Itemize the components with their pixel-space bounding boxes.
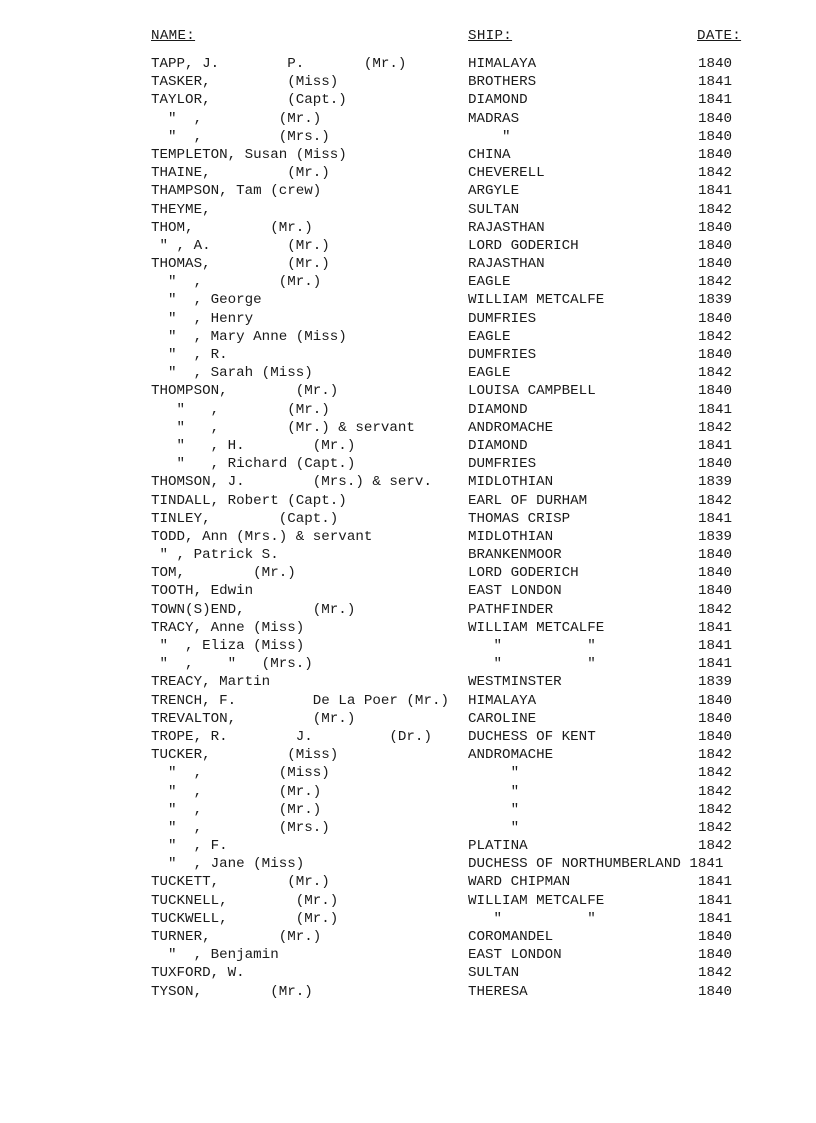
passenger-name: THOM, (Mr.)	[151, 219, 313, 236]
ship-name: WARD CHIPMAN	[468, 874, 571, 891]
arrival-date: 1840	[698, 383, 733, 400]
list-row	[0, 473, 816, 491]
arrival-date: 1842	[698, 747, 733, 764]
list-row	[0, 910, 816, 928]
list-row	[0, 746, 816, 764]
ship-name: EAGLE	[468, 328, 511, 345]
arrival-date: 1841	[698, 892, 733, 909]
arrival-date: 1840	[698, 56, 733, 72]
list-row	[0, 837, 816, 855]
passenger-name: " , Patrick S.	[151, 547, 279, 564]
passenger-name: " , George	[151, 292, 262, 309]
arrival-date: 1840	[698, 728, 733, 745]
arrival-date: 1842	[698, 838, 733, 855]
ship-name: BRANKENMOOR	[468, 547, 562, 564]
passenger-name: TOOTH, Edwin	[151, 583, 254, 600]
passenger-name: TREACY, Martin	[151, 674, 271, 691]
passenger-name: TASKER, (Miss)	[151, 74, 339, 91]
ship-name: "	[468, 801, 520, 818]
passenger-name: TYSON, (Mr.)	[151, 983, 313, 1000]
list-row	[0, 401, 816, 419]
list-row	[0, 892, 816, 910]
arrival-date: 1842	[698, 419, 733, 436]
ship-name: EARL OF DURHAM	[468, 492, 588, 509]
list-row	[0, 128, 816, 146]
ship-name: WILLIAM METCALFE	[468, 619, 605, 636]
list-row	[0, 219, 816, 237]
passenger-name: " , (Mr.)	[151, 401, 330, 418]
passenger-name: " , Henry	[151, 310, 254, 327]
list-row	[0, 455, 816, 473]
arrival-date: 1840	[698, 583, 733, 600]
ship-name: DUCHESS OF NORTHUMBERLAND 1841	[468, 856, 724, 873]
ship-name: MIDLOTHIAN	[468, 474, 554, 491]
arrival-date: 1840	[698, 456, 733, 473]
list-row	[0, 291, 816, 309]
arrival-date: 1840	[698, 310, 733, 327]
passenger-name: TOM, (Mr.)	[151, 565, 296, 582]
ship-name: PATHFINDER	[468, 601, 554, 618]
passenger-name: " , (Mr.)	[151, 110, 322, 127]
name-column-header: NAME:	[151, 28, 196, 44]
list-row	[0, 528, 816, 546]
list-row	[0, 419, 816, 437]
ship-name: CHINA	[468, 146, 511, 163]
passenger-name: " , (Mrs.)	[151, 819, 330, 836]
ship-name: WILLIAM METCALFE	[468, 292, 605, 309]
ship-name: RAJASTHAN	[468, 256, 545, 273]
list-row	[0, 328, 816, 346]
arrival-date: 1840	[698, 146, 733, 163]
arrival-date: 1842	[698, 765, 733, 782]
ship-name: " "	[468, 910, 596, 927]
passenger-name: " , (Mr.)	[151, 801, 322, 818]
arrival-date: 1840	[698, 692, 733, 709]
arrival-date: 1842	[698, 328, 733, 345]
arrival-date: 1840	[698, 983, 733, 1000]
ship-name: ANDROMACHE	[468, 747, 554, 764]
ship-name: WESTMINSTER	[468, 674, 562, 691]
ship-name: COROMANDEL	[468, 929, 554, 945]
arrival-date: 1842	[698, 801, 733, 818]
passenger-name: TUCKER, (Miss)	[151, 747, 339, 764]
passenger-name: TROPE, R. J. (Dr.)	[151, 728, 432, 745]
ship-name: CHEVERELL	[468, 165, 545, 182]
ship-name: RAJASTHAN	[468, 219, 545, 236]
list-row	[0, 582, 816, 600]
arrival-date: 1841	[698, 437, 733, 454]
arrival-date: 1840	[698, 565, 733, 582]
passenger-name: TUCKETT, (Mr.)	[151, 874, 330, 891]
list-row	[0, 964, 816, 982]
passenger-name: " , (Mrs.)	[151, 128, 330, 145]
list-row	[0, 310, 816, 328]
arrival-date: 1842	[698, 274, 733, 291]
passenger-name: TUXFORD, W.	[151, 965, 245, 982]
ship-name: CAROLINE	[468, 710, 537, 727]
ship-name: SULTAN	[468, 201, 520, 218]
list-row	[0, 637, 816, 655]
list-row	[0, 710, 816, 728]
arrival-date: 1841	[698, 401, 733, 418]
passenger-name: " , A. (Mr.)	[151, 237, 330, 254]
ship-name: " "	[468, 638, 596, 654]
list-row	[0, 873, 816, 891]
passenger-name: TUCKWELL, (Mr.)	[151, 910, 339, 927]
ship-name: EAGLE	[468, 365, 511, 382]
arrival-date: 1840	[698, 347, 733, 363]
passenger-list	[0, 55, 816, 1001]
passenger-name: " , Richard (Capt.)	[151, 456, 356, 473]
ship-name: THERESA	[468, 983, 528, 1000]
arrival-date: 1842	[698, 819, 733, 836]
arrival-date: 1841	[698, 510, 733, 527]
list-row	[0, 764, 816, 782]
passenger-name: TUCKNELL, (Mr.)	[151, 892, 339, 909]
ship-name: DUMFRIES	[468, 456, 537, 473]
arrival-date: 1842	[698, 165, 733, 182]
arrival-date: 1841	[698, 183, 733, 200]
arrival-date: 1841	[698, 656, 733, 673]
passenger-name: " , Benjamin	[151, 947, 279, 964]
passenger-name: " , Sarah (Miss)	[151, 365, 313, 382]
arrival-date: 1840	[698, 947, 733, 964]
list-row	[0, 437, 816, 455]
passenger-name: TINDALL, Robert (Capt.)	[151, 492, 347, 509]
arrival-date: 1841	[698, 874, 733, 891]
ship-name: EAGLE	[468, 274, 511, 291]
ship-name: MIDLOTHIAN	[468, 528, 554, 545]
ship-name: DUMFRIES	[468, 310, 537, 327]
arrival-date: 1840	[698, 128, 733, 145]
date-column-header: DATE:	[697, 28, 742, 44]
list-row	[0, 91, 816, 109]
ship-name: MADRAS	[468, 110, 520, 127]
list-row	[0, 946, 816, 964]
ship-name: EAST LONDON	[468, 947, 562, 964]
ship-name: "	[468, 765, 520, 782]
list-row	[0, 255, 816, 273]
ship-name: DUMFRIES	[468, 347, 537, 363]
arrival-date: 1840	[698, 219, 733, 236]
passenger-name: THOMSON, J. (Mrs.) & serv.	[151, 474, 432, 491]
ship-name: "	[468, 783, 520, 800]
passenger-name: TEMPLETON, Susan (Miss)	[151, 146, 347, 163]
ship-name: PLATINA	[468, 838, 528, 855]
arrival-date: 1839	[698, 292, 733, 309]
list-row	[0, 237, 816, 255]
passenger-name: " , (Mr.)	[151, 783, 322, 800]
list-row	[0, 673, 816, 691]
passenger-name: TINLEY, (Capt.)	[151, 510, 339, 527]
ship-name: DIAMOND	[468, 92, 528, 109]
passenger-name: TRACY, Anne (Miss)	[151, 619, 305, 636]
arrival-date: 1841	[698, 92, 733, 109]
ship-column-header: SHIP:	[468, 28, 513, 44]
passenger-name: THAINE, (Mr.)	[151, 165, 330, 182]
arrival-date: 1839	[698, 674, 733, 691]
passenger-name: " , Mary Anne (Miss)	[151, 328, 347, 345]
passenger-name: " , F.	[151, 838, 228, 855]
arrival-date: 1841	[698, 74, 733, 91]
arrival-date: 1840	[698, 237, 733, 254]
ship-name: BROTHERS	[468, 74, 537, 91]
list-row	[0, 201, 816, 219]
arrival-date: 1840	[698, 547, 733, 564]
list-row	[0, 273, 816, 291]
list-row	[0, 783, 816, 801]
passenger-name: " , Jane (Miss)	[151, 856, 305, 873]
ship-name: LOUISA CAMPBELL	[468, 383, 596, 400]
list-row	[0, 928, 816, 946]
passenger-name: " , (Miss)	[151, 765, 330, 782]
passenger-name: TRENCH, F. De La Poer (Mr.)	[151, 692, 449, 709]
arrival-date: 1842	[698, 965, 733, 982]
list-row	[0, 983, 816, 1001]
list-row	[0, 728, 816, 746]
arrival-date: 1839	[698, 528, 733, 545]
passenger-name: THOMPSON, (Mr.)	[151, 383, 339, 400]
arrival-date: 1840	[698, 110, 733, 127]
ship-name: "	[468, 819, 520, 836]
passenger-name: TURNER, (Mr.)	[151, 929, 322, 945]
list-row	[0, 546, 816, 564]
arrival-date: 1840	[698, 929, 733, 945]
passenger-name: TODD, Ann (Mrs.) & servant	[151, 528, 373, 545]
passenger-name: THOMAS, (Mr.)	[151, 256, 330, 273]
list-row	[0, 110, 816, 128]
arrival-date: 1842	[698, 601, 733, 618]
list-row	[0, 73, 816, 91]
ship-name: DUCHESS OF KENT	[468, 728, 596, 745]
list-row	[0, 564, 816, 582]
ship-name: SULTAN	[468, 965, 520, 982]
arrival-date: 1842	[698, 365, 733, 382]
ship-name: "	[468, 128, 511, 145]
ship-name: THOMAS CRISP	[468, 510, 571, 527]
list-row	[0, 182, 816, 200]
passenger-name: TREVALTON, (Mr.)	[151, 710, 356, 727]
ship-name: ARGYLE	[468, 183, 520, 200]
arrival-date: 1841	[698, 619, 733, 636]
list-row	[0, 510, 816, 528]
arrival-date: 1841	[698, 638, 733, 654]
list-row	[0, 601, 816, 619]
arrival-date: 1842	[698, 201, 733, 218]
ship-name: LORD GODERICH	[468, 565, 579, 582]
passenger-name: " , (Mr.)	[151, 274, 322, 291]
list-row	[0, 55, 816, 73]
list-row	[0, 346, 816, 364]
arrival-date: 1839	[698, 474, 733, 491]
ship-name: HIMALAYA	[468, 56, 537, 72]
ship-name: LORD GODERICH	[468, 237, 579, 254]
passenger-name: TOWN(S)END, (Mr.)	[151, 601, 356, 618]
list-row	[0, 801, 816, 819]
passenger-name: THAMPSON, Tam (crew)	[151, 183, 322, 200]
list-row	[0, 492, 816, 510]
list-row	[0, 619, 816, 637]
ship-name: " "	[468, 656, 596, 673]
list-row	[0, 655, 816, 673]
arrival-date: 1840	[698, 710, 733, 727]
passenger-name: TAYLOR, (Capt.)	[151, 92, 347, 109]
ship-name: EAST LONDON	[468, 583, 562, 600]
passenger-name: " , R.	[151, 347, 228, 363]
arrival-date: 1842	[698, 492, 733, 509]
passenger-name: " , Eliza (Miss)	[151, 638, 305, 654]
passenger-name: THEYME,	[151, 201, 211, 218]
list-row	[0, 382, 816, 400]
list-row	[0, 692, 816, 710]
ship-name: WILLIAM METCALFE	[468, 892, 605, 909]
passenger-name: TAPP, J. P. (Mr.)	[151, 56, 407, 72]
list-row	[0, 364, 816, 382]
passenger-name: " , " (Mrs.)	[151, 656, 313, 673]
list-row	[0, 855, 816, 873]
passenger-name: " , H. (Mr.)	[151, 437, 356, 454]
arrival-date: 1840	[698, 256, 733, 273]
passenger-name: " , (Mr.) & servant	[151, 419, 415, 436]
arrival-date: 1842	[698, 783, 733, 800]
list-row	[0, 146, 816, 164]
column-headers	[0, 28, 816, 48]
ship-name: DIAMOND	[468, 437, 528, 454]
ship-name: DIAMOND	[468, 401, 528, 418]
ship-name: ANDROMACHE	[468, 419, 554, 436]
arrival-date: 1841	[698, 910, 733, 927]
ship-name: HIMALAYA	[468, 692, 537, 709]
list-row	[0, 819, 816, 837]
list-row	[0, 164, 816, 182]
